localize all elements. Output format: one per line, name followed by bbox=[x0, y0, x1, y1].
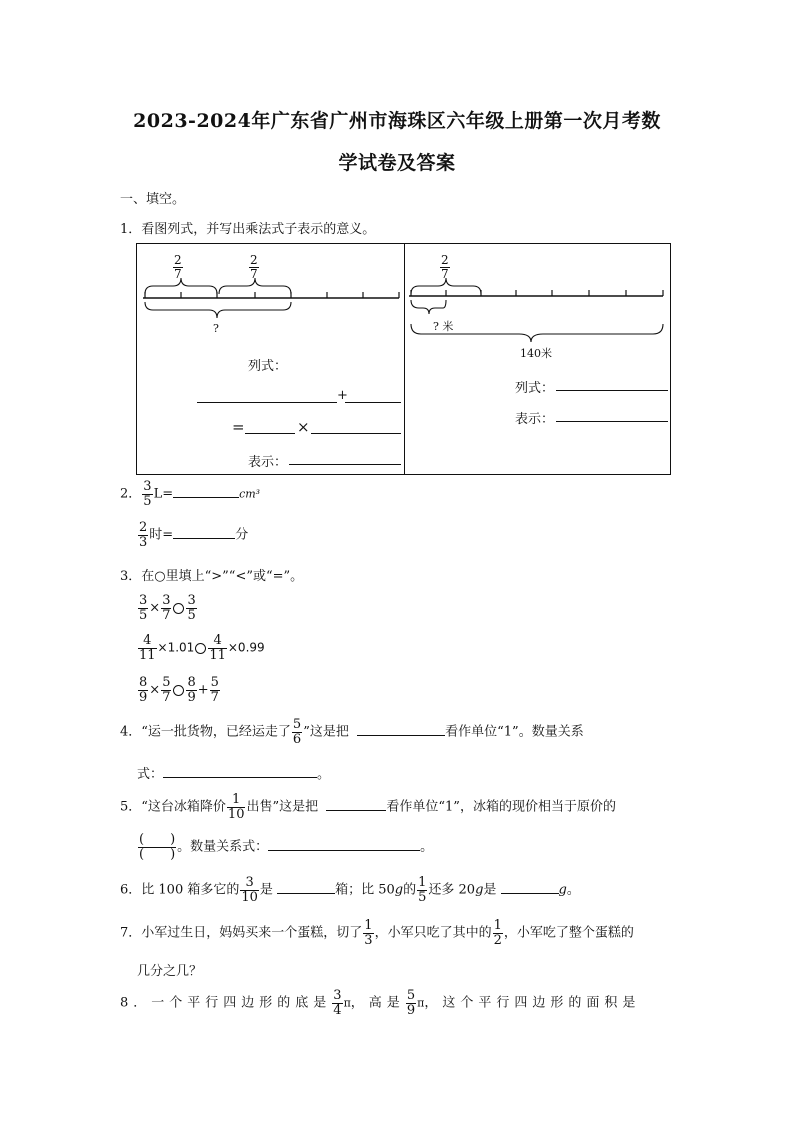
question-3-row-2 bbox=[137, 634, 265, 662]
q6-frac1-num: 3 bbox=[245, 875, 254, 890]
right-answer-blank-1[interactable] bbox=[556, 378, 668, 391]
question-5-line-2 bbox=[137, 833, 433, 861]
q7-frac1-num: 1 bbox=[364, 918, 373, 933]
question-2-number: 2． bbox=[120, 486, 142, 502]
q3r3-c-num: 8 bbox=[187, 675, 196, 690]
q6-frac2-den: 5 bbox=[418, 889, 427, 905]
q5-frac-num: 1 bbox=[232, 792, 241, 807]
q7-frac2-den: 2 bbox=[493, 932, 502, 948]
q4-answer-blank-1[interactable] bbox=[357, 723, 445, 736]
q8-pi-1: π bbox=[343, 996, 351, 1010]
q8-text-c: ，这个平行四边形的面积是 bbox=[424, 995, 641, 1011]
q4-frac-num: 5 bbox=[292, 717, 302, 732]
q6-text-f: 是 bbox=[483, 882, 497, 898]
q5-text-a: 5．“这台冰箱降价 bbox=[120, 799, 226, 815]
q2-b-tail: 分 bbox=[235, 527, 249, 543]
right-answer-blank-2[interactable] bbox=[556, 409, 668, 422]
q2-answer-blank-b[interactable] bbox=[173, 526, 235, 539]
question-7-line-2: 几分之几？ bbox=[137, 964, 203, 979]
left-times-sign: × bbox=[297, 418, 310, 436]
left-lieshi-label: 列式： bbox=[248, 359, 288, 374]
q3r1-c-num: 3 bbox=[187, 593, 196, 608]
q3r3-b-den: 7 bbox=[162, 689, 171, 705]
q7-text-a: 7．小军过生日，妈妈买来一个蛋糕，切了 bbox=[120, 925, 363, 941]
q3r1-b-den: 7 bbox=[162, 607, 171, 623]
q6-frac2-num: 1 bbox=[418, 875, 427, 890]
q5-paren-num-blank[interactable]: ( ) bbox=[139, 832, 176, 847]
q3r2-b-num: 4 bbox=[213, 633, 222, 648]
question-3-row-1 bbox=[137, 594, 198, 622]
q8-pi-2: π bbox=[417, 996, 425, 1010]
q7-frac2-num: 1 bbox=[493, 918, 502, 933]
q2-a-num: 3 bbox=[143, 479, 152, 494]
q6-unit-g2: g bbox=[475, 882, 484, 898]
question-3-text: 3．在○里填上“>”“<”或“=”。 bbox=[120, 569, 304, 584]
q8-frac2-num: 5 bbox=[406, 988, 416, 1003]
q5-frac-den: 10 bbox=[227, 806, 245, 822]
q8-frac1-den: 4 bbox=[333, 1002, 342, 1018]
left-answer-blank-3[interactable] bbox=[245, 421, 295, 434]
q6-unit-g1: g bbox=[394, 882, 404, 898]
q5-text-b: 出售”这是把 bbox=[246, 799, 319, 815]
q3r1-b-num: 3 bbox=[162, 593, 171, 608]
left-frac1-den: 7 bbox=[174, 266, 182, 281]
q7-text-b: ，小军只吃了其中的 bbox=[374, 925, 492, 941]
left-answer-blank-1[interactable] bbox=[197, 390, 337, 403]
q4-text-b: ”这是把 bbox=[303, 724, 349, 740]
question-8-line bbox=[120, 989, 640, 1017]
q4-text-e: 。 bbox=[317, 767, 331, 782]
q3r1-a-num: 3 bbox=[139, 593, 148, 608]
left-frac2-den: 7 bbox=[250, 266, 258, 281]
q3r2-a-den: 11 bbox=[139, 647, 156, 663]
left-equals-sign: = bbox=[232, 418, 245, 436]
left-fraction-2 bbox=[248, 254, 260, 280]
q4-text-d: 式： bbox=[137, 767, 164, 782]
q3r3-plus: + bbox=[197, 682, 209, 698]
q6-frac1-den: 10 bbox=[241, 889, 258, 905]
q8-frac1-num: 3 bbox=[333, 988, 342, 1003]
left-biaoshi-label: 表示： bbox=[248, 455, 288, 470]
right-biaoshi-label: 表示： bbox=[515, 412, 555, 427]
q5-answer-blank-1[interactable] bbox=[326, 798, 386, 811]
q2-a-den: 5 bbox=[143, 493, 152, 509]
q3r3-a-den: 9 bbox=[139, 689, 148, 705]
q3r1-times: × bbox=[149, 600, 161, 616]
q5-answer-blank-2[interactable] bbox=[268, 838, 420, 851]
q3r2-mult-a: ×1.01 bbox=[157, 640, 195, 655]
q4-text-c: 看作单位“1”。数量关系 bbox=[445, 724, 584, 740]
q6-text-c: 箱；比 50 bbox=[335, 882, 395, 898]
q3r2-mult-b: ×0.99 bbox=[227, 640, 265, 655]
q7-text-c: ，小军吃了整个蛋糕的 bbox=[503, 925, 634, 941]
q2-answer-blank-a[interactable] bbox=[173, 485, 239, 498]
q3r3-b-num: 5 bbox=[162, 675, 171, 690]
q3r3-times: × bbox=[149, 682, 161, 698]
q3r1-compare-circle[interactable] bbox=[173, 603, 184, 614]
question-2-line-b bbox=[137, 521, 248, 549]
left-frac2-num: 2 bbox=[250, 253, 258, 267]
question-4-line-2 bbox=[137, 763, 330, 782]
right-lieshi-label: 列式： bbox=[515, 381, 555, 396]
q3r2-b-den: 11 bbox=[209, 647, 226, 663]
q3r3-a-num: 8 bbox=[139, 675, 148, 690]
q6-text-d: 的 bbox=[403, 882, 417, 898]
question-3-row-3 bbox=[137, 676, 221, 704]
q2-a-tail: cm³ bbox=[239, 487, 261, 501]
left-plus-sign: + bbox=[337, 388, 348, 403]
q8-text-a: 8．一个平行四边形的底是 bbox=[120, 995, 332, 1011]
q2-b-unit: 时= bbox=[149, 527, 174, 543]
page-title-line2: 学试卷及答案 bbox=[338, 152, 456, 174]
q8-text-b: ，高是 bbox=[350, 995, 405, 1011]
right-frac-den: 7 bbox=[441, 266, 449, 281]
question-7-line-1 bbox=[120, 919, 634, 947]
page-title-line1: 2023-2024年广东省广州市海珠区六年级上册第一次月考数 bbox=[133, 110, 661, 132]
right-fraction bbox=[439, 254, 451, 280]
q6-answer-blank-2[interactable] bbox=[501, 881, 559, 894]
q2-b-num: 2 bbox=[139, 520, 148, 535]
q3r1-c-den: 5 bbox=[187, 607, 196, 623]
q8-frac2-den: 9 bbox=[406, 1002, 416, 1018]
q6-answer-blank-1[interactable] bbox=[277, 881, 335, 894]
left-answer-blank-2[interactable] bbox=[345, 390, 401, 403]
q5-text-d: 。数量关系式： bbox=[177, 839, 269, 855]
q3r3-c-den: 9 bbox=[187, 689, 196, 705]
q3r2-a-num: 4 bbox=[143, 633, 152, 648]
section-heading: 一、填空。 bbox=[120, 192, 186, 207]
q4-frac-den: 6 bbox=[292, 731, 302, 747]
question-1-text: 1．看图列式，并写出乘法式子表示的意义。 bbox=[120, 222, 376, 237]
q4-answer-blank-2[interactable] bbox=[163, 765, 317, 778]
q6-text-e: 还多 20 bbox=[428, 882, 476, 898]
question-5-line-1 bbox=[120, 793, 616, 821]
right-unknown-meters: ? 米 bbox=[433, 320, 454, 333]
question-6-line bbox=[120, 876, 580, 904]
q6-text-b: 是 bbox=[259, 882, 273, 898]
right-total-length: 140米 bbox=[520, 347, 552, 360]
question-4-line-1 bbox=[120, 718, 584, 746]
right-frac-num: 2 bbox=[441, 253, 449, 267]
left-frac1-num: 2 bbox=[174, 253, 182, 267]
left-answer-blank-4[interactable] bbox=[311, 421, 401, 434]
left-fraction-1 bbox=[172, 254, 184, 280]
left-question-mark: ? bbox=[213, 322, 219, 335]
q3r3-d-den: 7 bbox=[210, 689, 219, 705]
q3r3-compare-circle[interactable] bbox=[173, 685, 184, 696]
question-2-line-a bbox=[120, 480, 260, 508]
q5-text-e: 。 bbox=[420, 839, 434, 855]
q3r1-a-den: 5 bbox=[139, 607, 148, 623]
q2-b-den: 3 bbox=[139, 534, 148, 550]
q5-paren-den-blank[interactable]: ( ) bbox=[139, 846, 176, 862]
q6-unit-g3: g bbox=[558, 882, 567, 898]
q6-text-a: 6．比 100 箱多它的 bbox=[120, 882, 240, 898]
q3r3-d-num: 5 bbox=[210, 675, 219, 690]
q4-text-a: 4．“运一批货物，已经运走了 bbox=[120, 724, 291, 740]
q6-text-h: 。 bbox=[566, 882, 580, 898]
q2-a-unit: L= bbox=[153, 486, 174, 502]
left-answer-blank-5[interactable] bbox=[289, 452, 401, 465]
q7-frac1-den: 3 bbox=[364, 932, 373, 948]
q3r2-compare-circle[interactable] bbox=[195, 643, 206, 654]
q5-text-c: 看作单位“1”，冰箱的现价相当于原价的 bbox=[386, 799, 616, 815]
